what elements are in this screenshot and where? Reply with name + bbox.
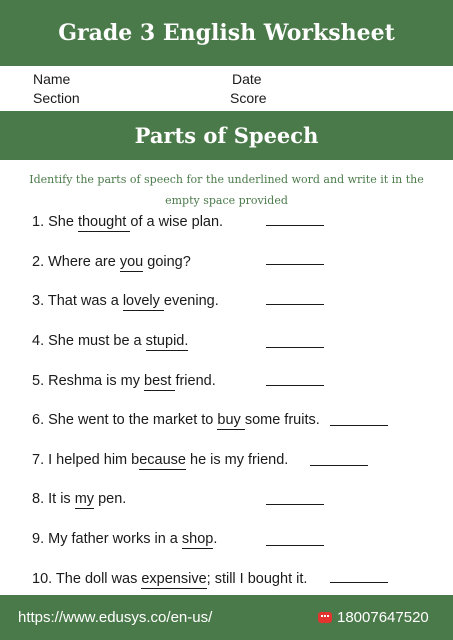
question-text: evening.	[163, 293, 219, 309]
question-text: 3. That was a	[32, 293, 123, 309]
question-text: pen.	[94, 491, 127, 507]
name-label: Name	[33, 71, 71, 87]
question-text: 10. The doll was	[32, 571, 142, 587]
underlined-word: lovely	[122, 293, 164, 309]
question-5	[32, 372, 216, 390]
question-2	[32, 253, 191, 271]
answer-blank-7[interactable]	[310, 465, 368, 466]
question-8	[32, 490, 126, 508]
question-text: .	[213, 531, 218, 547]
answer-blank-1[interactable]	[266, 225, 324, 226]
score-label: Score	[230, 90, 267, 106]
answer-blank-2[interactable]	[266, 264, 324, 265]
question-6	[32, 411, 320, 429]
phone-contact[interactable]	[318, 609, 429, 626]
question-text: of a wise plan.	[130, 214, 224, 230]
section-title-band	[0, 111, 453, 160]
underlined-word: shop	[181, 531, 214, 547]
question-10	[32, 570, 307, 588]
answer-blank-9[interactable]	[266, 545, 324, 546]
section-label: Section	[33, 90, 80, 106]
question-text: friend.	[175, 373, 216, 389]
question-text: ; still I bought it.	[206, 571, 308, 587]
question-text: 5. Reshma is my	[32, 373, 144, 389]
answer-blank-3[interactable]	[266, 304, 324, 305]
website-link[interactable]: https://www.edusys.co/en-us/	[18, 609, 213, 626]
underlined-word: best	[144, 373, 176, 389]
answer-blank-5[interactable]	[266, 385, 324, 386]
question-3	[32, 292, 219, 310]
question-text: 8. It is	[32, 491, 75, 507]
question-7	[32, 451, 288, 469]
worksheet-title: Grade 3 English Worksheet	[58, 20, 395, 46]
underlined-word: my	[74, 491, 95, 507]
answer-blank-10[interactable]	[330, 582, 388, 583]
footer	[0, 595, 453, 640]
question-text: 2. Where are	[32, 254, 120, 270]
underlined-word: thought	[77, 214, 131, 230]
question-text: 1. She	[32, 214, 78, 230]
question-text: he is my friend.	[185, 452, 289, 468]
answer-blank-4[interactable]	[266, 347, 324, 348]
date-label: Date	[232, 71, 262, 87]
question-text: 6. She went to the market to	[32, 412, 218, 428]
worksheet-title-band	[0, 0, 453, 66]
phone-number: 18007647520	[337, 609, 429, 626]
underlined-word: expensive	[141, 571, 207, 587]
question-text: 9. My father works in a	[32, 531, 182, 547]
underlined-word: buy	[217, 412, 245, 428]
underlined-word: ecause	[139, 452, 186, 468]
section-title: Parts of Speech	[134, 123, 319, 148]
phone-icon	[318, 612, 332, 623]
question-text: 7. I helped him b	[32, 452, 140, 468]
question-9	[32, 530, 217, 548]
instructions: Identify the parts of speech for the underlined word and write it in the empty space provided	[29, 173, 424, 207]
underlined-word: you	[119, 254, 144, 270]
question-text: some fruits.	[244, 412, 320, 428]
question-4	[32, 332, 188, 350]
answer-blank-8[interactable]	[266, 504, 324, 505]
question-text: going?	[143, 254, 191, 270]
question-text: 4. She must be a	[32, 333, 146, 349]
underlined-word: stupid.	[145, 333, 189, 349]
answer-blank-6[interactable]	[330, 425, 388, 426]
question-1	[32, 213, 223, 231]
